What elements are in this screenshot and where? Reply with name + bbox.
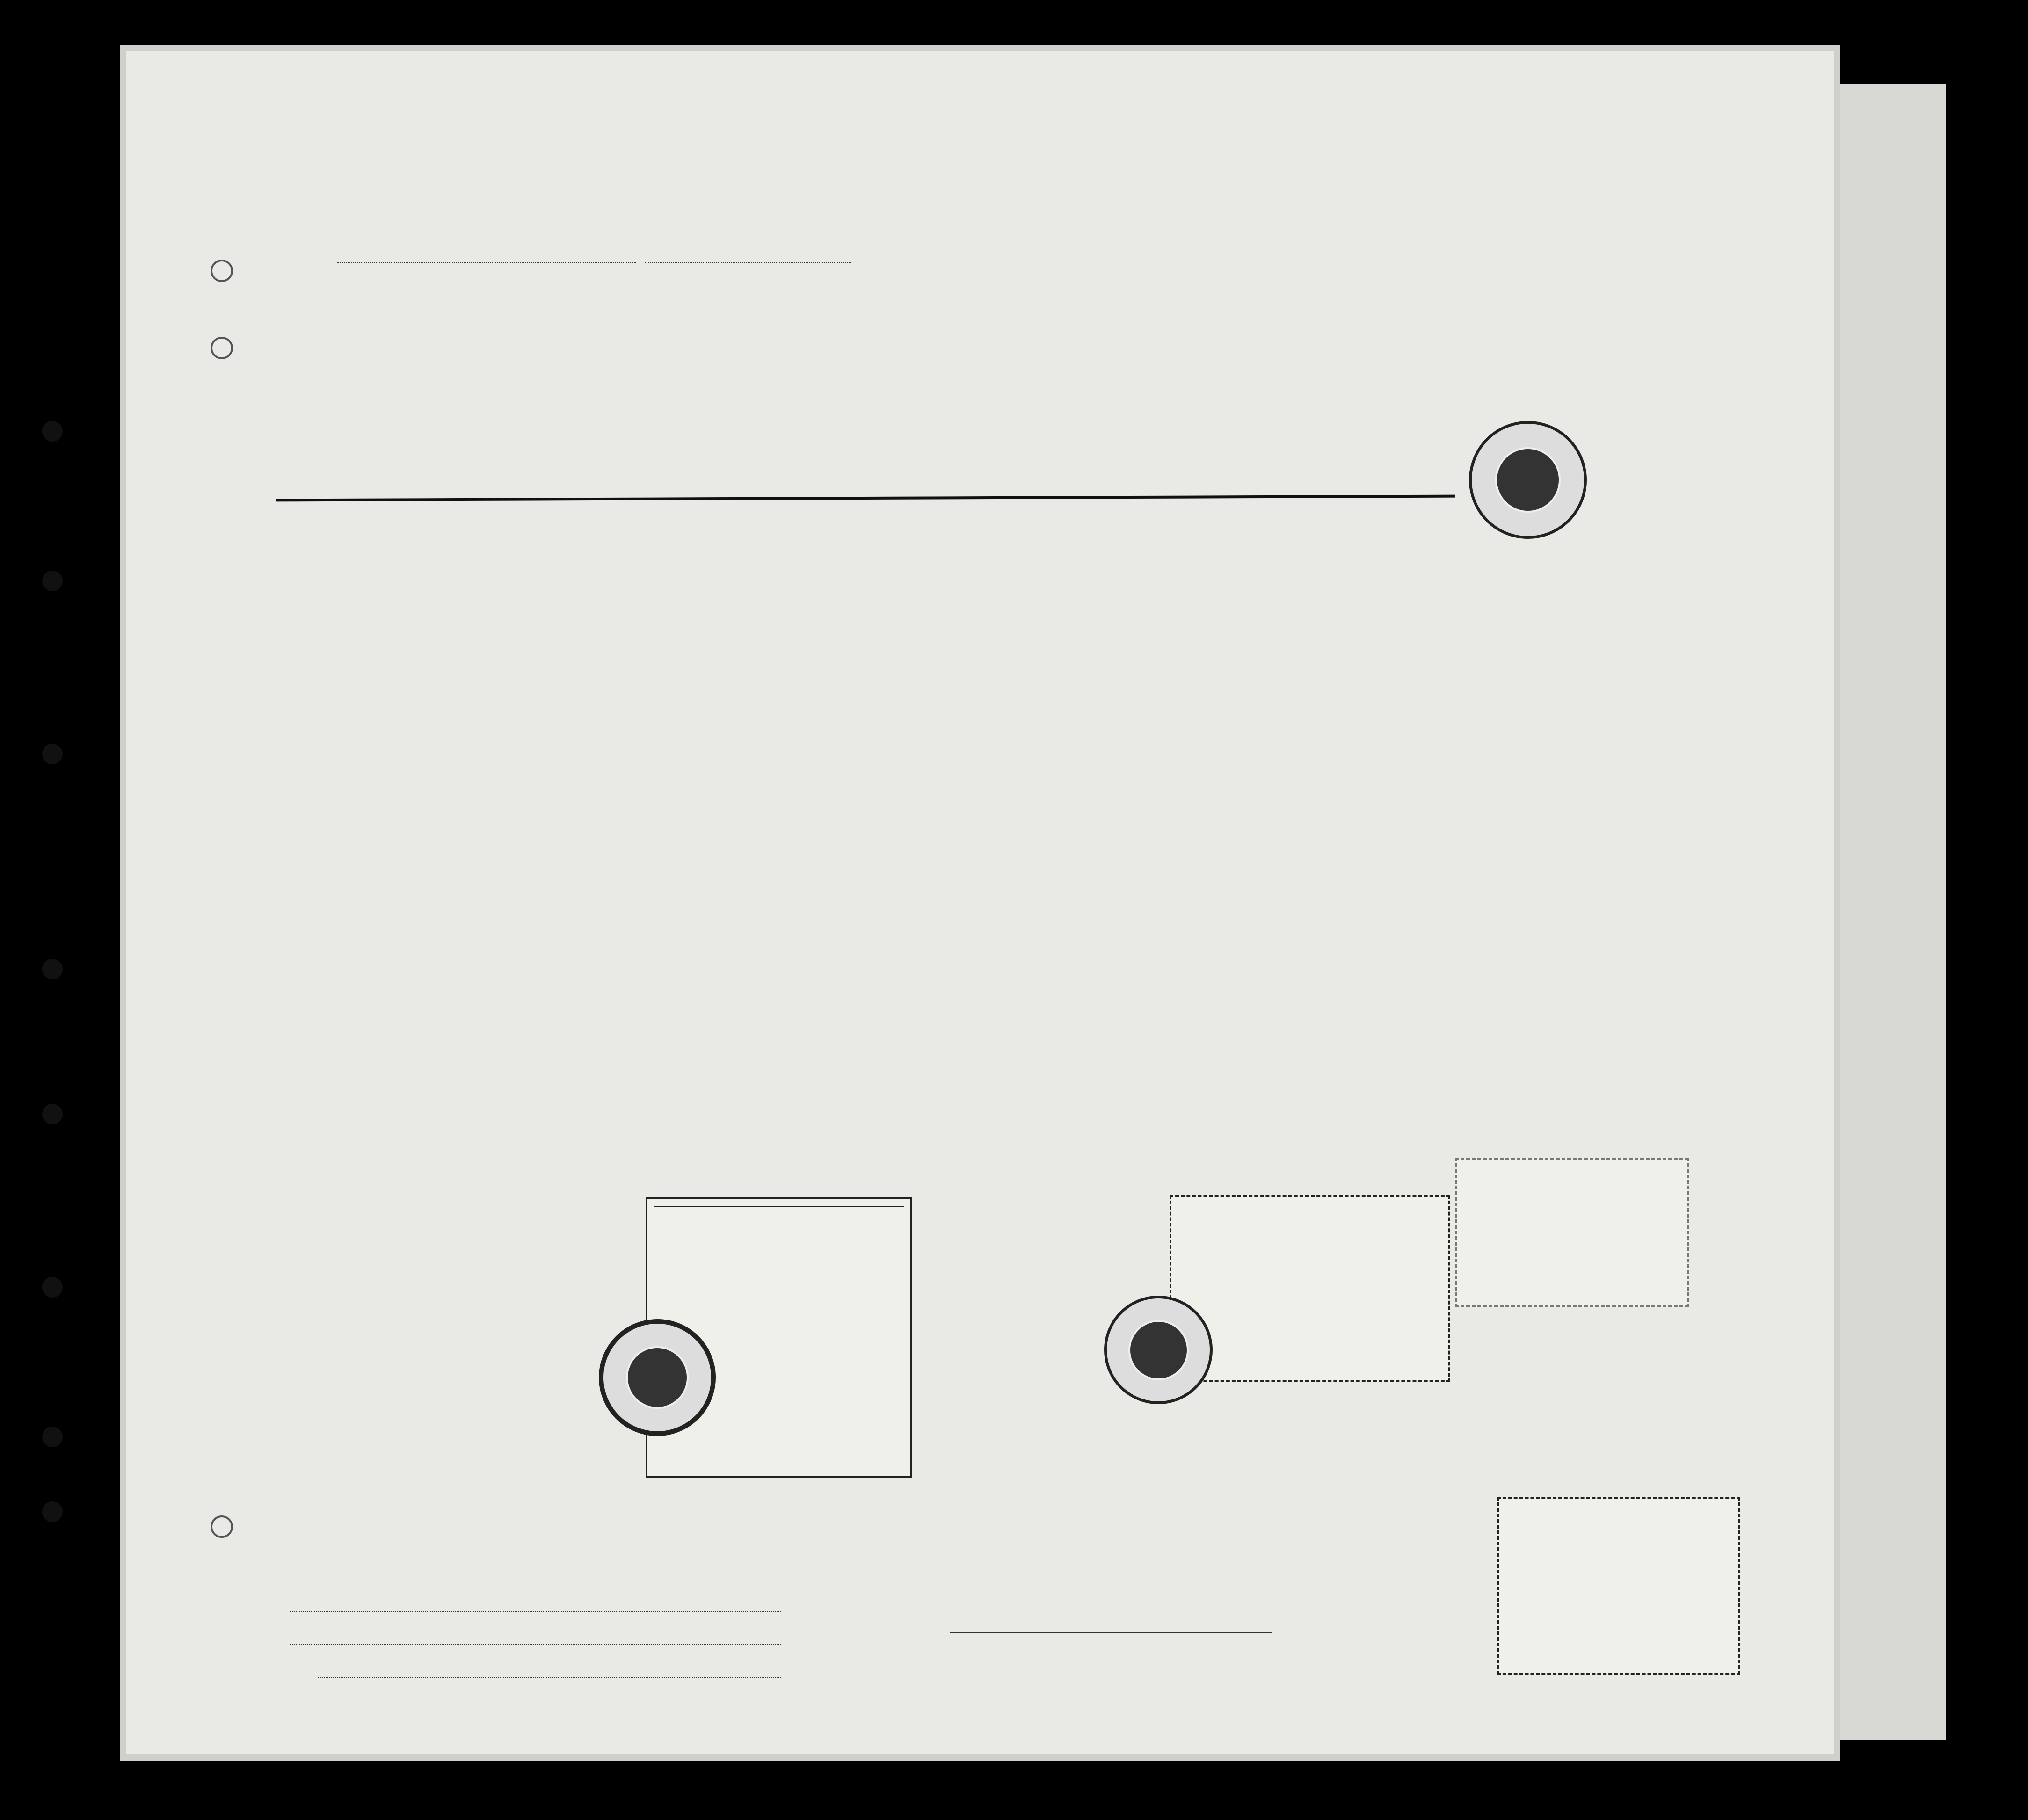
binder-hole bbox=[42, 571, 63, 591]
binder-hole bbox=[42, 959, 63, 979]
vessel-row bbox=[332, 248, 1411, 268]
underlying-page bbox=[1824, 84, 1946, 1740]
binder-hole bbox=[42, 1501, 63, 1522]
binder-hole bbox=[42, 1104, 63, 1124]
punch-hole bbox=[211, 1515, 233, 1538]
consulate-seal-icon bbox=[1104, 1296, 1213, 1404]
cristobal-stamp-1 bbox=[1455, 1158, 1689, 1307]
consulate-seal-icon bbox=[1469, 421, 1587, 539]
cristobal-stamp-2 bbox=[1497, 1497, 1740, 1675]
punch-hole bbox=[211, 337, 233, 359]
binder-hole bbox=[42, 1427, 63, 1447]
binder-hole bbox=[42, 421, 63, 442]
binder-hole bbox=[42, 1277, 63, 1298]
punch-hole bbox=[211, 260, 233, 282]
consulate-seal-icon bbox=[599, 1319, 716, 1436]
stamp-heading bbox=[654, 1206, 904, 1207]
binder-hole bbox=[42, 744, 63, 764]
